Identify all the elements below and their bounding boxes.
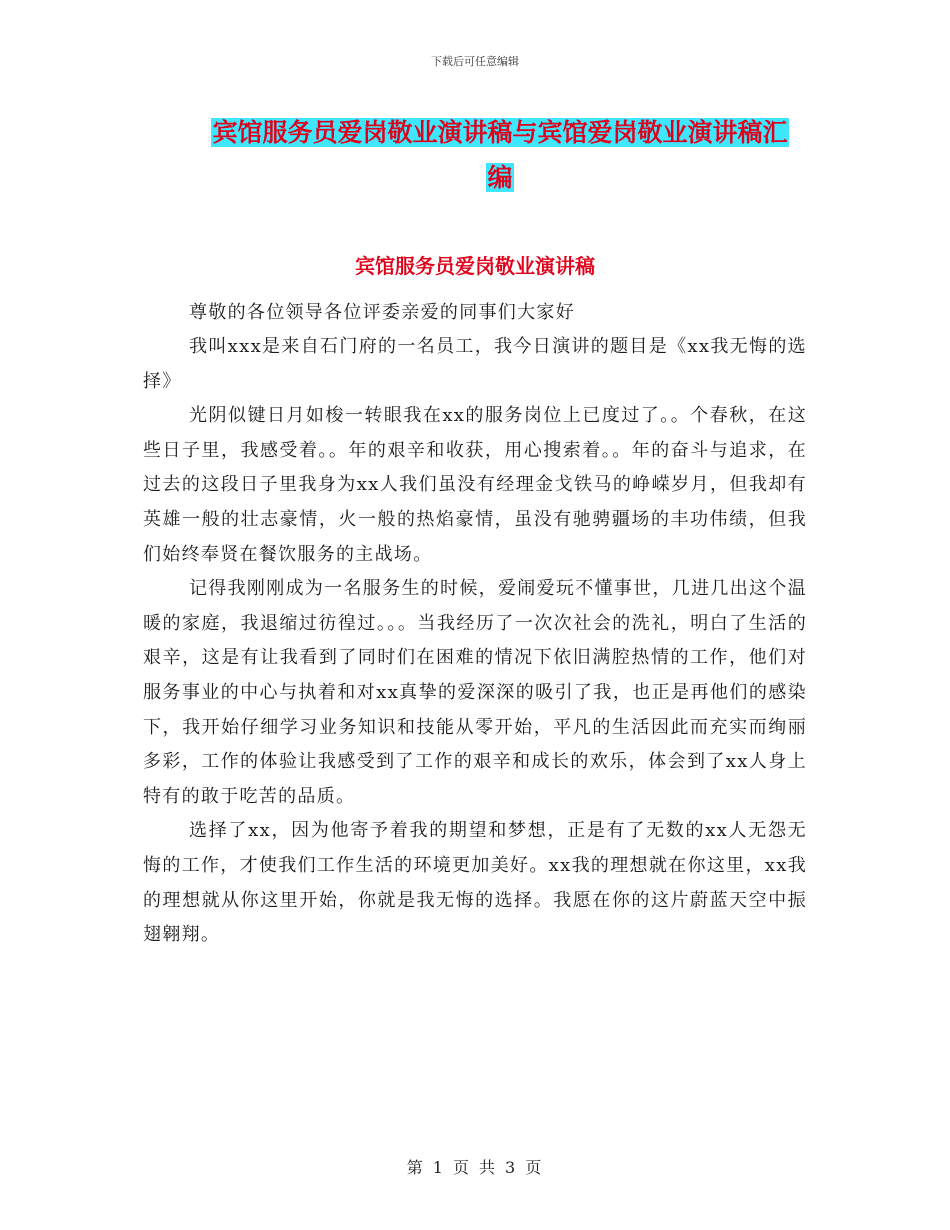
paragraph-years-of-service: 光阴似键日月如梭一转眼我在xx的服务岗位上已度过了。。个春秋，在这些日子里，我感受着。。年的艰辛和收获，用心搜索着。。年的奋斗与追求，在过去的这段日子里我身为xx人我们虽没有经理金戈铁马的峥嵘岁月，但我却有英雄一般的壮志豪情，火一般的热焰豪情，虽没有驰骋疆场的丰功伟绩，但我们始终奉贤在餐饮服务的主战场。 bbox=[143, 405, 807, 565]
footer-label-page: 第 bbox=[406, 1158, 425, 1177]
footer-label-total-unit: 页 bbox=[525, 1158, 544, 1177]
page-footer bbox=[0, 1155, 950, 1178]
document-title bbox=[150, 110, 850, 200]
footer-label-page-unit: 页 bbox=[452, 1158, 471, 1177]
footer-label-total: 共 bbox=[479, 1158, 498, 1177]
paragraph-early-days: 记得我刚刚成为一名服务生的时候，爱闹爱玩不懂事世，几进几出这个温暖的家庭，我退缩过彷徨过。。。当我经历了一次次社会的洗礼，明白了生活的艰辛，这是有让我看到了同时们在困难的情况下依旧满腔热情的工作，他们对服务事业的中心与执着和对xx真挚的爱深深的吸引了我，也正是再他们的感染下，我开始仔细学习业务知识和技能从零开始，平凡的生活因此而充实而绚丽多彩，工作的体验让我感受到了工作的艰辛和成长的欢乐，体会到了xx人身上特有的敢于吃苦的品质。 bbox=[143, 578, 807, 807]
footer-total-pages: 3 bbox=[505, 1158, 518, 1177]
paragraph-choice: 选择了xx，因为他寄予着我的期望和梦想，正是有了无数的xx人无怨无悔的工作，才使我们工作生活的环境更加美好。xx我的理想就在你这里，xx我的理想就从你这里开始，你就是我无悔的选择。我愿在你的这片蔚蓝天空中振翅翱翔。 bbox=[143, 820, 807, 946]
document-title-line-2: 编 bbox=[487, 163, 513, 192]
section-subtitle: 宾馆服务员爱岗敬业演讲稿 bbox=[355, 254, 595, 278]
paragraph-introduction: 我叫xxx是来自石门府的一名员工，我今日演讲的题目是《xx我无悔的选择》 bbox=[143, 336, 807, 392]
document-title-line-1: 宾馆服务员爱岗敬业演讲稿与宾馆爱岗敬业演讲稿汇 bbox=[212, 118, 788, 147]
paragraph-greeting: 尊敬的各位领导各位评委亲爱的同事们大家好 bbox=[189, 302, 575, 323]
header-note: 下载后可任意编辑 bbox=[431, 55, 519, 68]
document-body bbox=[143, 296, 807, 953]
footer-page-number: 1 bbox=[432, 1158, 445, 1177]
